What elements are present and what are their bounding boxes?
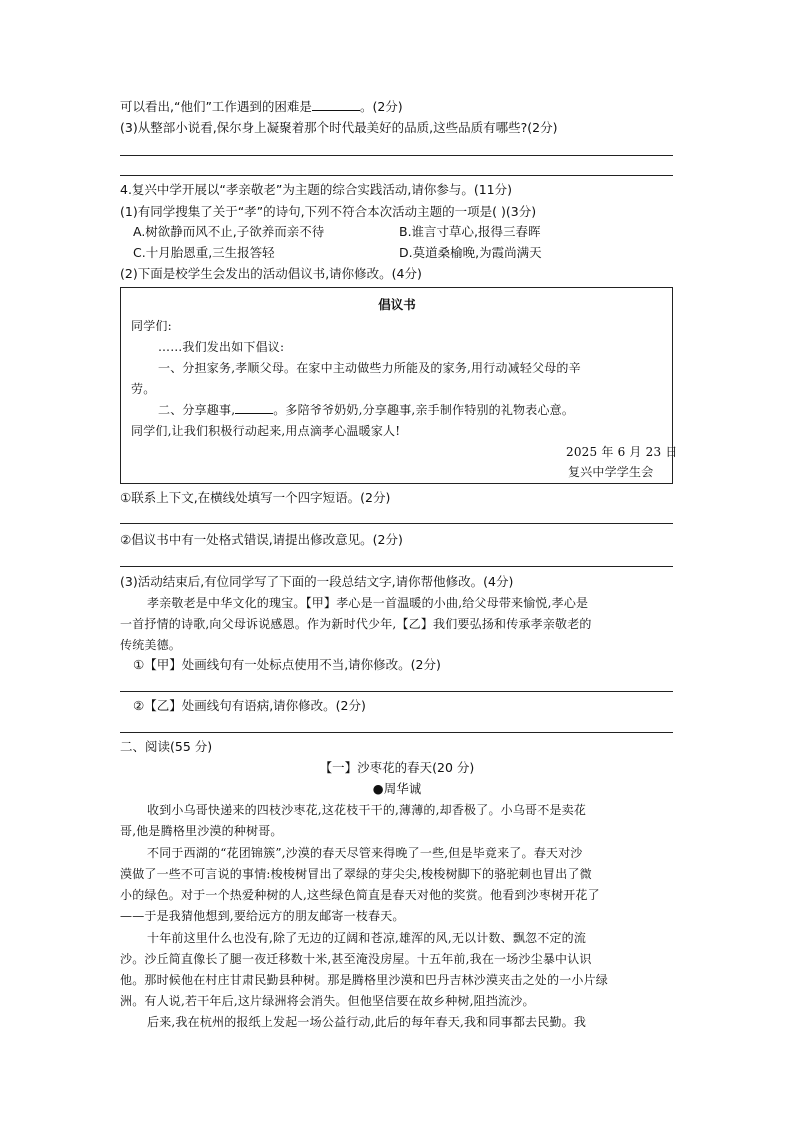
article-line: 哥,他是腾格里沙漠的种树哥。 [120,824,283,838]
article-line: ——于是我猜他想到,要给远方的朋友邮寄一枝春天。 [120,909,405,923]
letter-item1-cont: 劳。 [131,382,156,396]
letter-greeting: 同学们: [131,319,172,333]
article-line: 洲。有人说,若干年后,这片绿洲将会消失。但他坚信要在故乡种树,阻挡流沙。 [120,994,535,1008]
q4-sub1: (1)有同学搜集了关于“孝”的诗句,下列不符合本次活动主题的一项是( )(3分) [120,204,537,219]
q4-question-yi: ②【乙】处画线句有语病,请你修改。(2分) [133,698,366,713]
article-line: 不同于西湖的“花团锦簇”,沙漠的春天尽管来得晚了一些,但是毕竟来了。春天对沙 [147,846,583,860]
article-line: 十年前这里什么也没有,除了无边的辽阔和苍凉,雄浑的风,无以计数、飘忽不定的流 [147,931,587,945]
answer-line [120,155,673,156]
option-a: A.树欲静而风不止,子欲养而亲不待 [133,224,325,239]
summary-line: 传统美德。 [120,638,182,652]
answer-line [120,175,673,176]
q4-sub2: (2)下面是校学生会发出的活动倡议书,请你修改。(4分) [120,266,422,281]
answer-line [120,732,673,733]
q4-title: 4.复兴中学开展以“孝亲敬老”为主题的综合实践活动,请你参与。(11分) [120,182,513,197]
letter-date: 2025 年 6 月 23 日 [566,445,678,459]
letter-item2-pre: 二、分享趣事, [158,403,236,417]
letter-intro: ……我们发出如下倡议: [158,340,285,354]
q4-question-b: ②倡议书中有一处格式错误,请提出修改意见。(2分) [120,532,403,547]
q3-line1 [120,99,403,115]
letter-signer: 复兴中学学生会 [568,465,654,479]
option-d: D.莫道桑榆晚,为霞尚满天 [399,245,542,260]
letter-item1: 一、分担家务,孝顺父母。在家中主动做些力所能及的家务,用行动减轻父母的辛 [158,361,581,375]
article-line: 小的绿色。对于一个热爱种树的人,这些绿色简直是春天对他的奖赏。他看到沙枣树开花了 [120,888,600,902]
q4-sub3: (3)活动结束后,有位同学写了下面的一段总结文字,请你帮他修改。(4分) [120,574,514,589]
answer-line [120,691,673,692]
option-b: B.谁言寸草心,报得三春晖 [399,224,541,239]
q4-question-jia: ①【甲】处画线句有一处标点使用不当,请你修改。(2分) [133,657,441,672]
answer-line [120,523,673,524]
answer-blank [312,99,360,111]
summary-line: 一首抒情的诗歌,向父母诉说感恩。作为新时代少年,【乙】我们要弘扬和传承孝亲敬老的 [120,617,592,631]
option-c: C.十月胎恩重,三生报答轻 [133,245,275,260]
letter-item2 [158,402,574,418]
article-line: 他。那时候他在村庄甘肃民勤县种树。那是腾格里沙漠和巴丹吉林沙漠夹击之处的一小片绿 [120,973,609,987]
q3-sub3: (3)从整部小说看,保尔身上凝聚着那个时代最美好的品质,这些品质有哪些?(2分) [120,120,558,135]
reading-section-title: 二、阅读(55 分) [120,739,213,754]
q4-question-a: ①联系上下文,在横线处填写一个四字短语。(2分) [120,490,391,505]
article-line: 收到小乌哥快递来的四枝沙枣花,这花枝干干的,薄薄的,却香极了。小乌哥不是卖花 [147,803,587,817]
letter-item2-post: 。多陪爷爷奶奶,分享趣事,亲手制作特别的礼物表心意。 [273,403,575,417]
answer-line [120,566,673,567]
article-line: 漠做了一些不可言说的事情:梭梭树冒出了翠绿的芽尖尖,梭梭树脚下的骆驼刺也冒出了微 [120,867,592,881]
summary-line: 孝亲敬老是中华文化的瑰宝。【甲】孝心是一首温暖的小曲,给父母带来愉悦,孝心是 [147,596,589,610]
article-line: 后来,我在杭州的报纸上发起一场公益行动,此后的每年春天,我和同事都去民勤。我 [147,1015,587,1029]
article-author: ●周华诚 [372,781,422,796]
letter-title: 倡议书 [378,297,416,312]
q3-line1-post: 。(2分) [359,99,403,114]
fill-in-blank [235,402,273,414]
q3-line1-pre: 可以看出,“他们”工作遇到的困难是 [120,99,312,114]
article-line: 沙。沙丘简直像长了腿一夜迁移数十米,甚至淹没房屋。十五年前,我在一场沙尘暴中认识 [120,952,592,966]
article-title: 【一】沙枣花的春天(20 分) [319,760,475,775]
letter-closing: 同学们,让我们积极行动起来,用点滴孝心温暖家人! [131,424,401,438]
